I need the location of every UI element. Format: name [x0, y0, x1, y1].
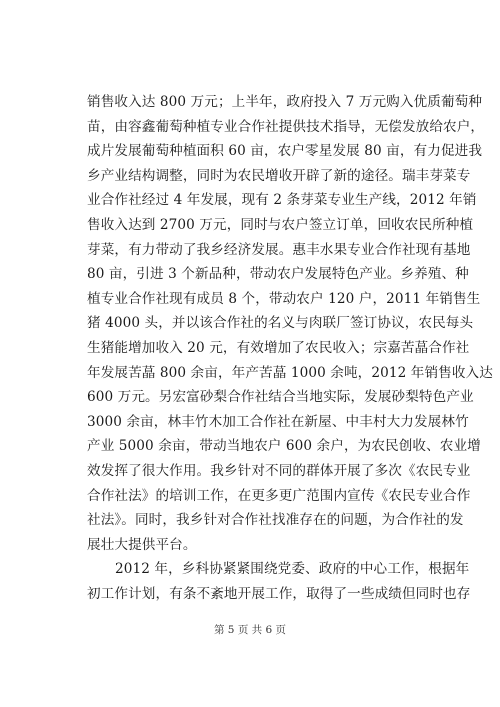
- body-text: [87, 90, 493, 606]
- text-line: 乡产业结构调整，同时为农民增收开辟了新的途径。瑞丰芽菜专: [87, 167, 471, 184]
- text-line: 合作社法》的培训工作，在更多更广范围内宣传《农民专业合作: [87, 487, 471, 504]
- text-line: 3000 余亩，林丰竹木加工合作社在新屋、中丰村大力发展林竹: [87, 413, 469, 430]
- text-line: 效发挥了很大作用。我乡针对不同的群体开展了多次《农民专业: [87, 462, 471, 479]
- text-line: 年发展苦蕌 800 余亩，年产苦蕌 1000 余吨，2012 年销售收入达: [87, 364, 493, 381]
- page-footer: 第 5 页 共 6 页: [213, 624, 287, 636]
- text-line: 80 亩，引进 3 个新品种，带动农户发展特色产业。乡养殖、种: [87, 266, 469, 283]
- text-line: 成片发展葡萄种植面积 60 亩，农户零星发展 80 亩，有力促进我: [87, 143, 483, 160]
- text-line: 销售收入达 800 万元；上半年，政府投入 7 万元购入优质葡萄种: [87, 94, 483, 110]
- text-line: 展壮大提供平台。: [87, 536, 197, 553]
- text-line: 600 万元。另宏富砂梨合作社结合当地实际，发展砂梨特色产业: [87, 389, 474, 406]
- text-line: 业合作社经过 4 年发展，现有 2 条芽菜专业生产线，2012 年销: [87, 192, 477, 209]
- text-line: 植专业合作社现有成员 8 个，带动农户 120 户，2011 年销售生: [87, 290, 481, 307]
- text-line: 2012 年，乡科协紧紧围绕党委、政府的中心工作，根据年: [115, 561, 470, 578]
- text-line: 售收入达到 2700 万元，同时与农户签立订单，回收农民所种植: [87, 216, 474, 233]
- text-line: 社法》。同时，我乡针对合作社找准存在的问题，为合作社的发: [87, 512, 464, 529]
- text-line: 初工作计划，有条不紊地开展工作，取得了一些成绩但同时也存: [87, 585, 471, 602]
- text-line: 苗，由容鑫葡萄种植专业合作社提供技术指导，无偿发放给农户，: [87, 118, 485, 135]
- text-line: 产业 5000 余亩，带动当地农户 600 余户，为农民创收、农业增: [87, 438, 481, 455]
- text-line: 芽菜，有力带动了我乡经济发展。惠丰水果专业合作社现有基地: [87, 241, 471, 258]
- text-line: 生猪能增加收入 20 元，有效增加了农民收入；宗嘉苦蕌合作社: [87, 339, 470, 356]
- text-line: 猪 4000 头，并以该合作社的名义与肉联厂签订协议，农民每头: [87, 315, 474, 332]
